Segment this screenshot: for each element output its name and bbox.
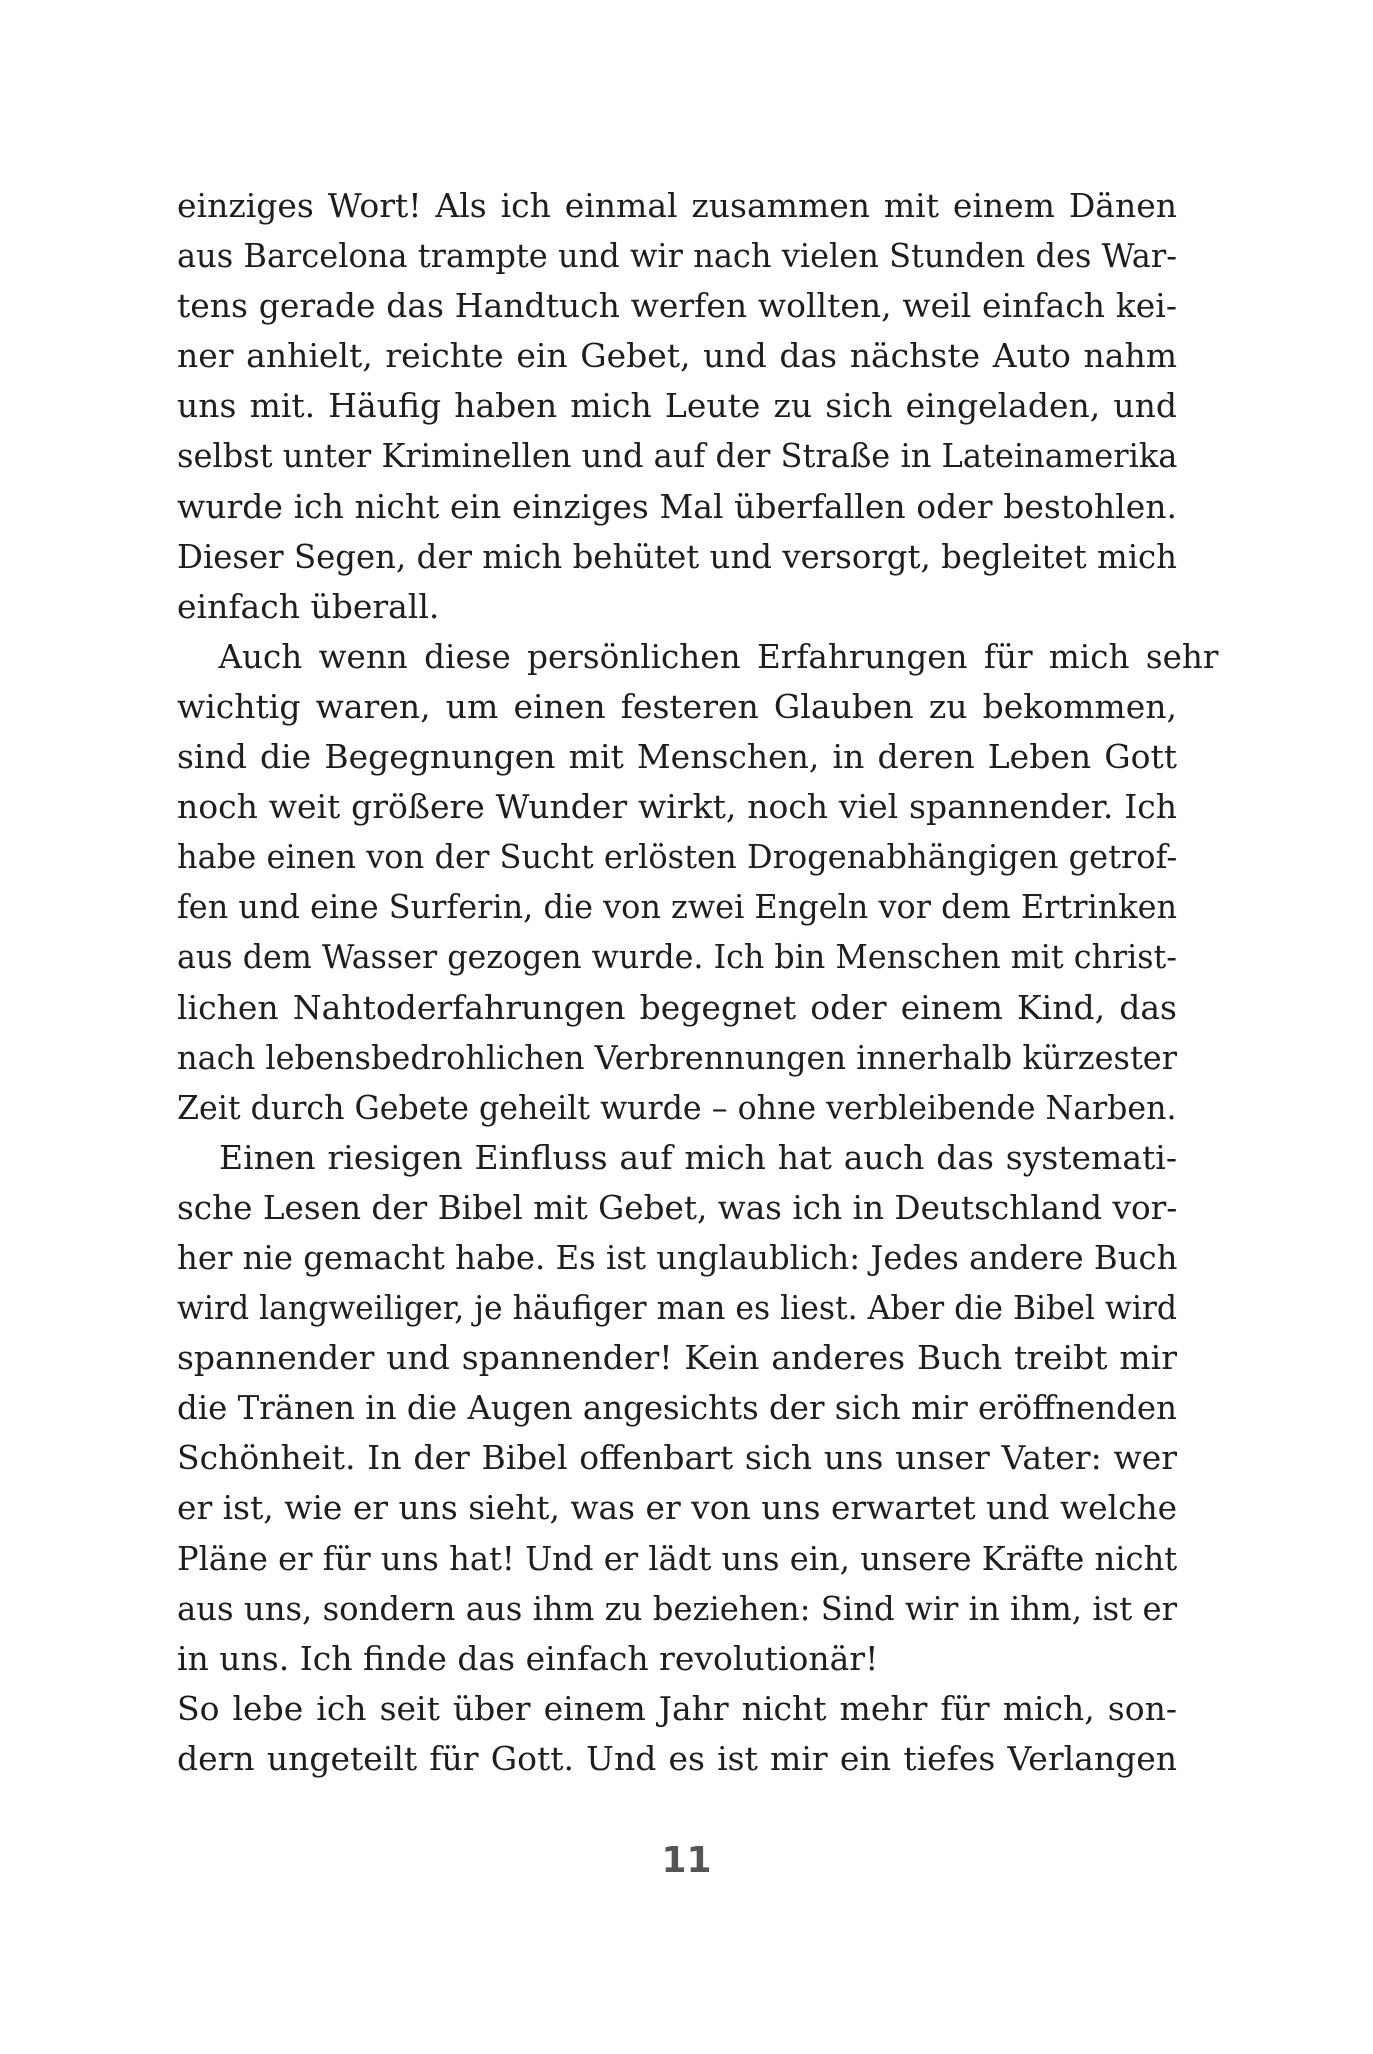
text-line: wichtig waren, um einen festeren Glauben zu bekommen, — [177, 686, 1177, 726]
text-line: aus uns, sondern aus ihm zu beziehen: Sind wir in ihm, ist er — [177, 1588, 1178, 1628]
text-line: dern ungeteilt für Gott. Und es ist mir ein tiefes Verlangen — [177, 1738, 1177, 1778]
text-line: aus dem Wasser gezogen wurde. Ich bin Menschen mit christ- — [177, 937, 1177, 977]
text-line: noch weit größere Wunder wirkt, noch viel spannender. Ich — [177, 787, 1177, 827]
text-line: Schönheit. In der Bibel offenbart sich uns unser Vater: wer — [177, 1438, 1177, 1478]
text-line: uns mit. Häufig haben mich Leute zu sich eingeladen, und — [177, 386, 1177, 426]
text-line: einziges Wort! Als ich einmal zusammen mit einem Dänen — [177, 186, 1177, 225]
text-line: her nie gemacht habe. Es ist unglaublich: Jedes andere Buch — [177, 1237, 1178, 1277]
text-line: die Tränen in die Augen angesichts der sich mir eröffnenden — [177, 1388, 1177, 1428]
text-line: Zeit durch Gebete geheilt wurde – ohne verbleibende Narben. — [177, 1087, 1177, 1127]
body-text — [177, 181, 1219, 1784]
text-line: er ist, wie er uns sieht, was er von uns erwartet und welche — [177, 1488, 1178, 1528]
text-line: spannender und spannender! Kein anderes Buch treibt mir — [177, 1338, 1177, 1378]
text-line: Auch wenn diese persönlichen Erfahrungen für mich sehr — [218, 636, 1219, 676]
text-line: ner anhielt, reichte ein Gebet, und das nächste Auto nahm — [177, 336, 1177, 376]
text-line: in uns. Ich finde das einfach revolutionär! — [177, 1638, 879, 1678]
text-line: sind die Begegnungen mit Menschen, in deren Leben Gott — [177, 737, 1177, 777]
text-line: nach lebensbedrohlichen Verbrennungen innerhalb kürzester — [177, 1037, 1178, 1077]
text-line: selbst unter Kriminellen und auf der Straße in Lateinamerika — [177, 436, 1178, 476]
text-line: einfach überall. — [177, 586, 440, 626]
text-line: lichen Nahtoderfahrungen begegnet oder einem Kind, das — [177, 987, 1177, 1027]
text-line: So lebe ich seit über einem Jahr nicht mehr für mich, son- — [177, 1688, 1177, 1728]
page-number: 11 — [661, 1840, 712, 1881]
text-line: habe einen von der Sucht erlösten Drogenabhängigen getrof- — [177, 837, 1178, 877]
text-line: wurde ich nicht ein einziges Mal überfallen oder bestohlen. — [177, 486, 1177, 526]
text-line: Dieser Segen, der mich behütet und versorgt, begleitet mich — [177, 536, 1178, 576]
text-line: aus Barcelona trampte und wir nach vielen Stunden des War- — [177, 236, 1178, 276]
text-line: fen und eine Surferin, die von zwei Engeln vor dem Ertrinken — [177, 887, 1178, 927]
text-line: sche Lesen der Bibel mit Gebet, was ich in Deutschland vor- — [177, 1187, 1178, 1227]
text-line: Pläne er für uns hat! Und er lädt uns ein, unsere Kräfte nicht — [177, 1538, 1178, 1578]
text-line: Einen riesigen Einfluss auf mich hat auch das systemati- — [219, 1137, 1177, 1177]
text-line: tens gerade das Handtuch werfen wollten, weil einfach kei- — [177, 286, 1177, 326]
text-line: wird langweiliger, je häufiger man es liest. Aber die Bibel wird — [177, 1288, 1178, 1328]
